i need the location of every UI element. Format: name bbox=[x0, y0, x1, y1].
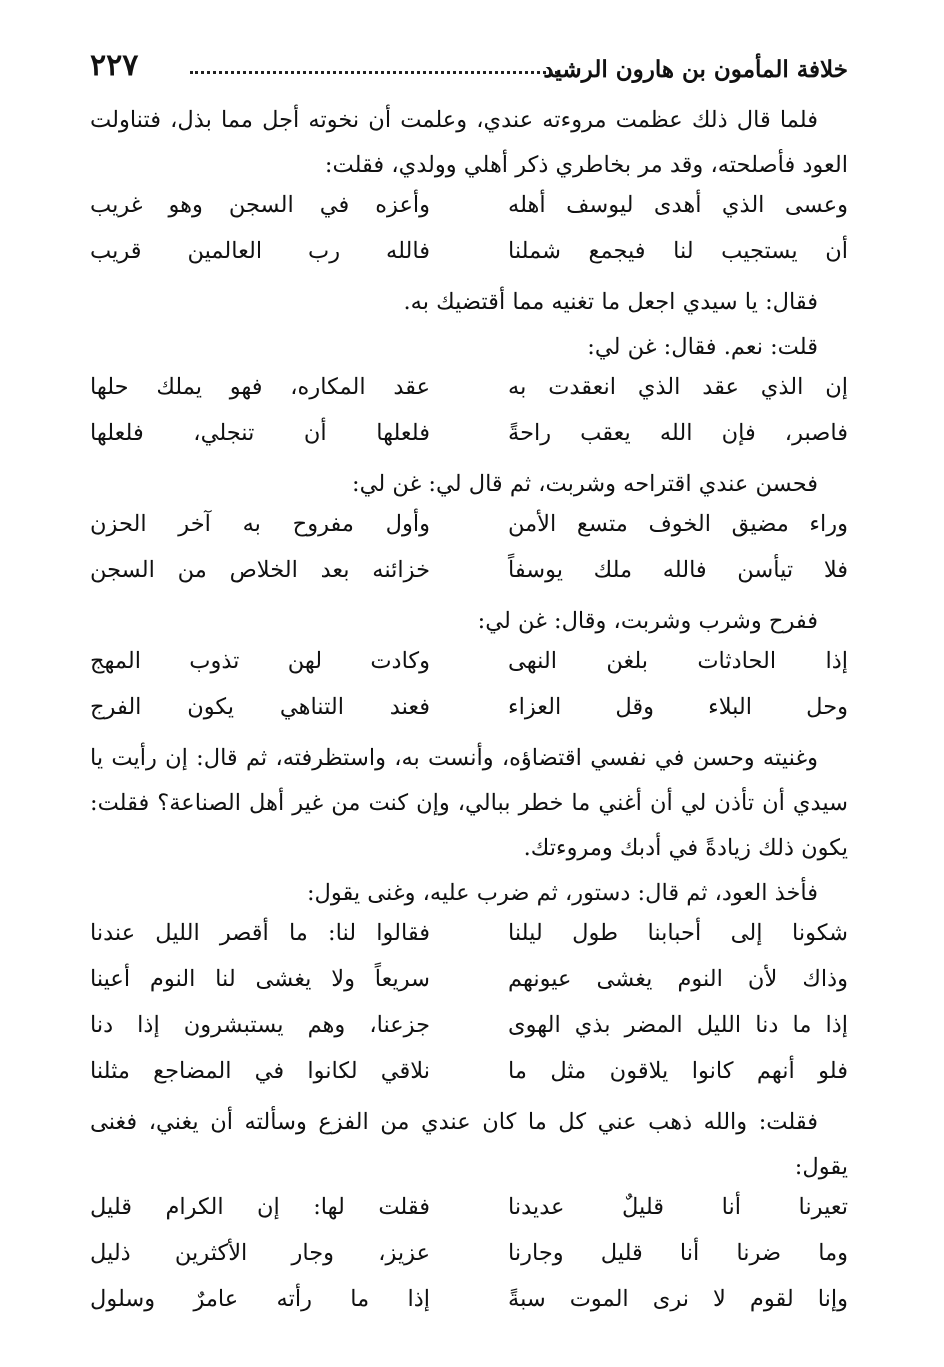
verse-second-hemistich: وأول مفروح به آخر الحزن bbox=[90, 511, 430, 537]
verse-line bbox=[90, 553, 848, 599]
verse-first-hemistich: شكونا إلى أحبابنا طول ليلنا bbox=[508, 920, 848, 946]
verse-line bbox=[90, 370, 848, 416]
paragraph: فحسن عندي اقتراحه وشربت، ثم قال لي: غن لي: bbox=[352, 471, 818, 497]
verse-first-hemistich: وحل البلاء وقل العزاء bbox=[508, 694, 848, 720]
verse-second-hemistich: عقد المكاره، فهو يملك حلها bbox=[90, 374, 430, 400]
verse-line bbox=[90, 1190, 848, 1236]
verse-second-hemistich: إذا ما رأته عامرٌ وسلول bbox=[90, 1286, 430, 1312]
verse-second-hemistich: فلعلها أن تنجلي، فلعلها bbox=[90, 420, 430, 446]
verse-first-hemistich: تعيرنا أنا قليلٌ عديدنا bbox=[508, 1194, 848, 1220]
verse-second-hemistich: وكادت لهن تذوب المهج bbox=[90, 648, 430, 674]
verse-first-hemistich: وذاك لأن النوم يغشى عيونهم bbox=[508, 966, 848, 992]
verse-second-hemistich: فالله رب العالمين قريب bbox=[90, 238, 430, 264]
page-number: ٢٢٧ bbox=[90, 48, 139, 83]
paragraph: ففرح وشرب وشربت، وقال: غن لي: bbox=[477, 608, 818, 634]
verse-line bbox=[90, 1236, 848, 1282]
running-title: خلافة المأمون بن هارون الرشيد bbox=[543, 56, 848, 83]
paragraph: فقال: يا سيدي اجعل ما تغنيه مما أقتضيك به. bbox=[403, 289, 818, 315]
verse-second-hemistich: جزعنا، وهم يستبشرون إذا دنا bbox=[90, 1012, 430, 1038]
verse-line bbox=[90, 962, 848, 1008]
verse-line bbox=[90, 1008, 848, 1054]
verse-first-hemistich: إذا الحادثات بلغن النهى bbox=[508, 648, 848, 674]
verse-line bbox=[90, 644, 848, 690]
verse-line bbox=[90, 188, 848, 234]
verse-first-hemistich: فلا تيأسن فالله ملك يوسفاً bbox=[508, 557, 848, 583]
verse-second-hemistich: وأعزه في السجن وهو غريب bbox=[90, 192, 430, 218]
verse-line bbox=[90, 916, 848, 962]
verse-first-hemistich: إذا ما دنا الليل المضر بذي الهوى bbox=[508, 1012, 848, 1038]
page-header bbox=[90, 38, 848, 86]
verse-first-hemistich: إن الذي عقد الذي انعقدت به bbox=[508, 374, 848, 400]
paragraph: وغنيته وحسن في نفسي اقتضاؤه، وأنست به، واستظرفته، ثم قال: إن رأيت يا سيدي أن تأذن لي أن أغني ما خطر ببالي، وإن كنت من غير أهل الصناعة؟ فقلت: يكون ذلك زيادةً في أدبك ومروءتك. bbox=[90, 745, 848, 861]
paragraph: فأخذ العود، ثم قال: دستور، ثم ضرب عليه، وغنى يقول: bbox=[306, 880, 818, 906]
verse-first-hemistich: وما ضرنا أنا قليل وجارنا bbox=[508, 1240, 848, 1266]
verse-second-hemistich: سريعاً ولا يغشى لنا النوم أعينا bbox=[90, 966, 430, 992]
verse-second-hemistich: نلاقي لكانوا في المضاجع مثلنا bbox=[90, 1058, 430, 1084]
paragraph: فقلت: والله ذهب عني كل ما كان عندي من الفزع وسألته أن يغني، فغنى يقول: bbox=[90, 1109, 848, 1180]
paragraph: فلما قال ذلك عظمت مروءته عندي، وعلمت أن نخوته أجل مما بذل، فتناولت العود فأصلحته، وقد مر بخاطري ذكر أهلي وولدي، فقلت: bbox=[90, 107, 848, 178]
verse-second-hemistich: فقلت لها: إن الكرام قليل bbox=[90, 1194, 430, 1220]
verse-second-hemistich: خزائنه بعد الخلاص من السجن bbox=[90, 557, 430, 583]
leader-dots bbox=[190, 71, 558, 74]
verse-first-hemistich: أن يستجيب لنا فيجمع شملنا bbox=[508, 238, 848, 264]
verse-second-hemistich: فعند التناهي يكون الفرج bbox=[90, 694, 430, 720]
verse-line bbox=[90, 234, 848, 280]
verse-first-hemistich: فاصبر، فإن الله يعقب راحةً bbox=[508, 420, 848, 446]
verse-first-hemistich: وراء مضيق الخوف متسع الأمن bbox=[508, 511, 848, 537]
verse-line bbox=[90, 1054, 848, 1100]
verse-line bbox=[90, 507, 848, 553]
paragraph: قلت: نعم. فقال: غن لي: bbox=[587, 334, 818, 360]
verse-first-hemistich: فلو أنهم كانوا يلاقون مثل ما bbox=[508, 1058, 848, 1084]
verse-line bbox=[90, 416, 848, 462]
verse-first-hemistich: وعسى الذي أهدى ليوسف أهله bbox=[508, 192, 848, 218]
verse-second-hemistich: عزيز، وجار الأكثرين ذليل bbox=[90, 1240, 430, 1266]
verse-first-hemistich: وإنا لقوم لا نرى الموت سبةً bbox=[508, 1286, 848, 1312]
verse-second-hemistich: فقالوا لنا: ما أقصر الليل عندنا bbox=[90, 920, 430, 946]
verse-line bbox=[90, 690, 848, 736]
verse-line bbox=[90, 1282, 848, 1328]
